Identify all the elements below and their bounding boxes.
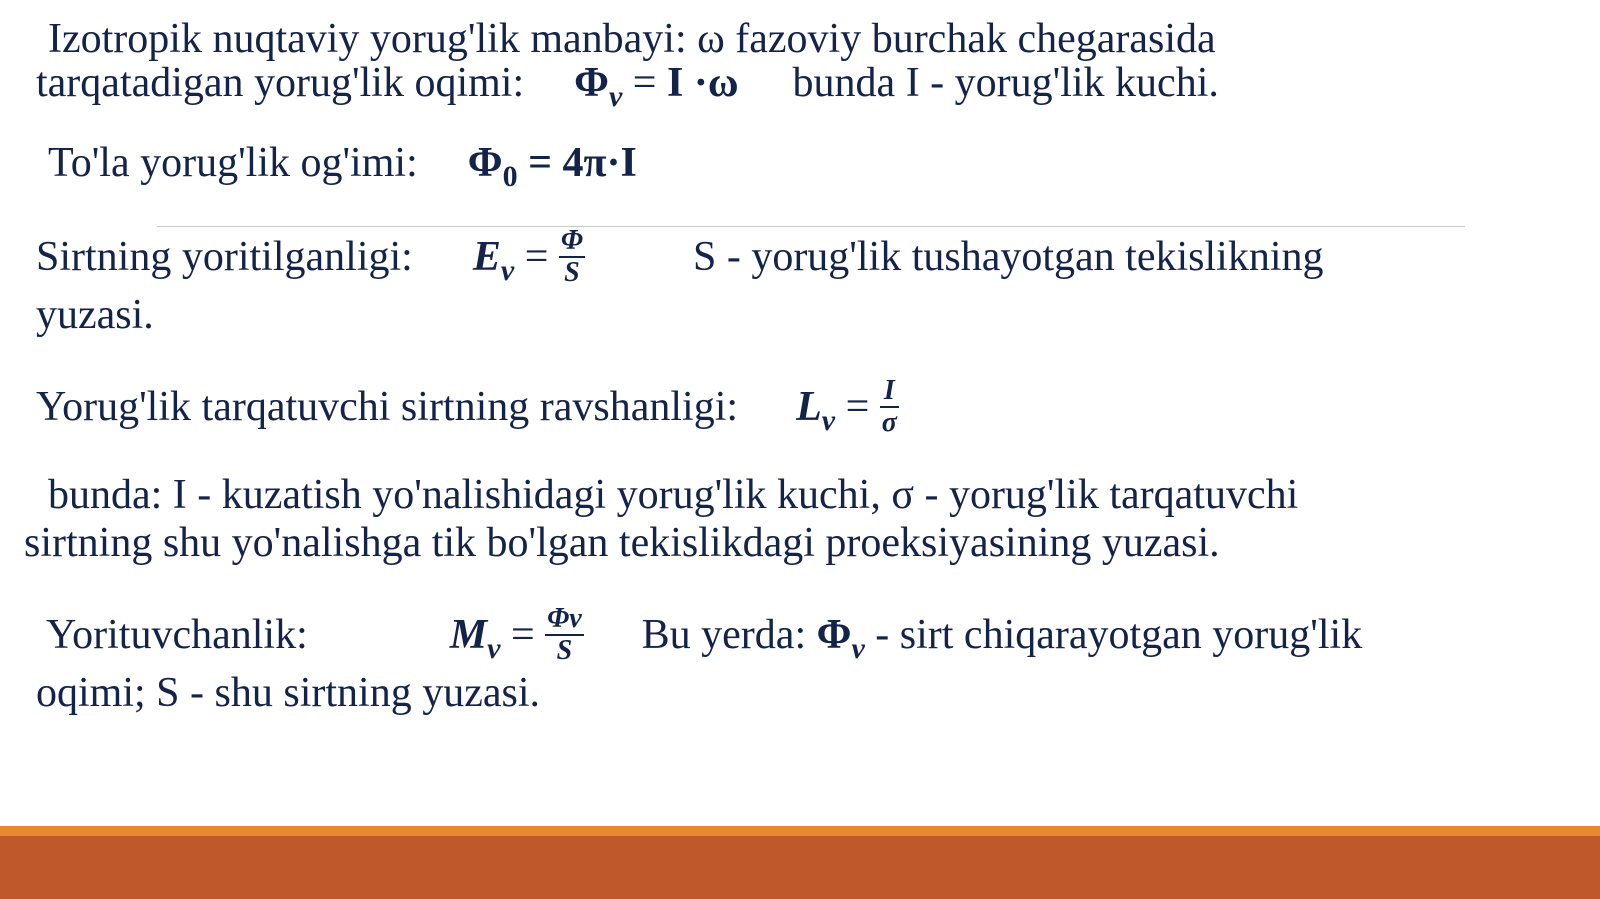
text-line-7-cont <box>36 668 540 718</box>
text-line-3 <box>48 138 637 202</box>
illuminance-note: S - yorug'lik tushayotgan tekislikning <box>692 234 1324 280</box>
total-flux-label: To'la yorug'lik og'imi: <box>48 140 418 186</box>
formula-flux-rhs: I ·ω <box>666 60 739 106</box>
text-line-6a <box>48 470 1298 520</box>
luminance-label: Yorug'lik tarqatuvchi sirtning ravshanligi: <box>36 384 739 430</box>
formula-equals: = <box>510 612 535 658</box>
formula-illuminance-subscript: v <box>500 254 515 287</box>
formula-total-flux-symbol: Φ <box>467 140 503 186</box>
exitance-note-cont: oqimi; S - shu sirtning yuzasi. <box>36 670 540 716</box>
fraction-denominator: σ <box>881 407 897 439</box>
text-line-6b <box>24 518 1220 568</box>
formula-illuminance-fraction <box>559 226 585 288</box>
exitance-note-prefix: Bu yerda: <box>641 612 807 658</box>
formula-flux-subscript: v <box>608 80 623 113</box>
text-line-4 <box>36 225 1324 296</box>
formula-luminance-fraction <box>880 376 899 438</box>
fraction-numerator: Φv <box>547 603 582 635</box>
formula-equals: = <box>845 384 870 430</box>
formula-exitance-symbol: M <box>449 612 488 658</box>
fraction-numerator: I <box>880 376 899 408</box>
formula-illuminance-symbol: E <box>472 234 501 280</box>
formula-flux-symbol: Φ <box>574 60 609 106</box>
note-flux-subscript: v <box>851 632 865 665</box>
text-line-4-cont <box>36 290 154 340</box>
text-line-5 <box>36 375 899 446</box>
intro-text: Izotropik nuqtaviy yorug'lik manbayi: ω fazoviy burchak chegarasida <box>48 16 1216 62</box>
note-flux-symbol: Φ <box>816 612 852 658</box>
luminance-explanation: bunda: I - kuzatish yo'nalishidagi yorug'lik kuchi, σ - yorug'lik tarqatuvchi <box>48 472 1299 518</box>
fraction-denominator: S <box>556 635 573 667</box>
fraction-denominator: S <box>564 257 580 289</box>
formula-equals: = <box>632 60 657 106</box>
formula-total-flux-subscript: 0 <box>502 160 518 193</box>
illuminance-note-cont: yuzasi. <box>36 292 154 338</box>
exitance-label: Yorituvchanlik: <box>46 612 308 658</box>
exitance-note: - sirt chiqarayotgan yorug'lik <box>875 612 1363 658</box>
text-line-7 <box>46 603 1363 674</box>
luminance-explanation-cont: sirtning shu yo'nalishga tik bo'lgan tekislikdagi proeksiyasining yuzasi. <box>24 520 1220 566</box>
text-line-2 <box>36 58 1219 122</box>
flux-note: bunda I - yorug'lik kuchi. <box>792 60 1219 106</box>
formula-luminance-subscript: v <box>821 404 836 437</box>
footer-accent-stripe <box>0 826 1600 836</box>
text-line-1 <box>48 14 1216 64</box>
formula-exitance-fraction <box>545 604 584 666</box>
formula-exitance-subscript: v <box>487 632 501 665</box>
formula-total-flux-rhs: = 4π·I <box>528 140 637 186</box>
flux-label: tarqatadigan yorug'lik oqimi: <box>36 60 525 106</box>
fraction-numerator: Φ <box>560 225 583 257</box>
divider-line <box>157 226 1465 227</box>
formula-equals: = <box>524 234 549 280</box>
illuminance-label: Sirtning yoritilganligi: <box>36 234 413 280</box>
footer-band <box>0 836 1600 899</box>
formula-luminance-symbol: L <box>796 384 822 430</box>
